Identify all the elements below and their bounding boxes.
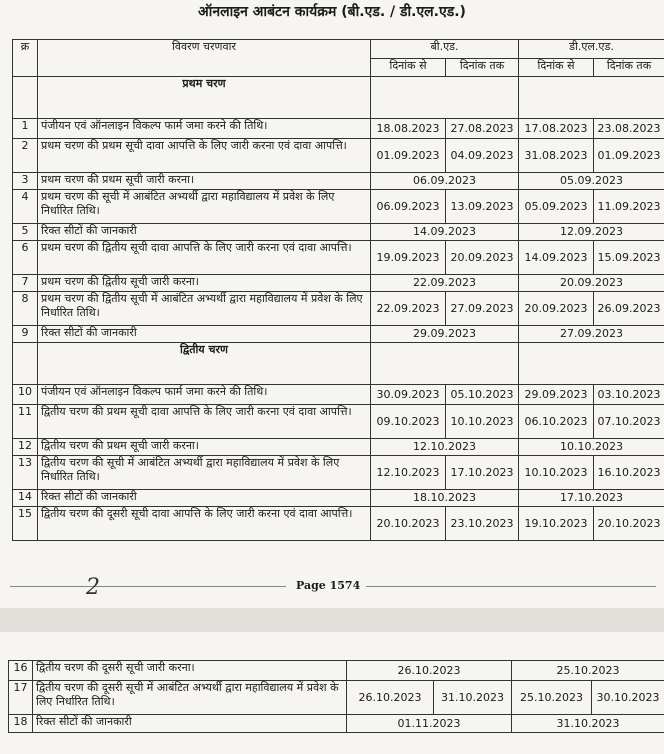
row-description: प्रथम चरण की द्वितीय सूची जारी करना।: [38, 275, 371, 292]
footer-rule-left: [10, 586, 286, 587]
deled-date: 05.09.2023: [519, 173, 664, 190]
row-description: प्रथम चरण की प्रथम सूची जारी करना।: [38, 173, 371, 190]
deled-date: 31.10.2023: [512, 715, 664, 733]
table-row: [13, 405, 664, 439]
col-header-deled-from: दिनांक से: [519, 59, 594, 77]
bed-from-date: 09.10.2023: [371, 405, 446, 439]
table-row: [13, 507, 664, 541]
col-header-bed-to: दिनांक तक: [446, 59, 519, 77]
bed-date: 18.10.2023: [371, 490, 519, 507]
deled-to-date: 15.09.2023: [594, 241, 664, 275]
bed-to-date: 27.09.2023: [446, 292, 519, 326]
phase-bed-cell: [371, 343, 519, 385]
deled-date: 25.10.2023: [512, 661, 664, 681]
deled-to-date: 26.09.2023: [594, 292, 664, 326]
bed-date: 06.09.2023: [371, 173, 519, 190]
row-number: 15: [13, 507, 38, 541]
deled-to-date: 01.09.2023: [594, 139, 664, 173]
phase-heading: द्वितीय चरण: [38, 343, 371, 385]
row-description: पंजीयन एवं ऑनलाइन विकल्प फार्म जमा करने की तिथि।: [38, 385, 371, 405]
phase-bed-cell: [371, 77, 519, 119]
deled-from-date: 05.09.2023: [519, 190, 594, 224]
deled-from-date: 25.10.2023: [512, 681, 592, 715]
deled-from-date: 20.09.2023: [519, 292, 594, 326]
phase-sno-cell: [13, 77, 38, 119]
bed-from-date: 26.10.2023: [347, 681, 434, 715]
bed-date: 12.10.2023: [371, 439, 519, 456]
bed-to-date: 20.09.2023: [446, 241, 519, 275]
deled-date: 12.09.2023: [519, 224, 664, 241]
table-row: [13, 439, 664, 456]
bed-to-date: 04.09.2023: [446, 139, 519, 173]
bed-from-date: 20.10.2023: [371, 507, 446, 541]
row-description: प्रथम चरण की प्रथम सूची दावा आपत्ति के लिए जारी करना एवं दावा आपत्ति।: [38, 139, 371, 173]
row-description: द्वितीय चरण की प्रथम सूची जारी करना।: [38, 439, 371, 456]
row-description: प्रथम चरण की सूची में आबंटित अभ्यर्थी द्वारा महाविद्यालय में प्रवेश के लिए निर्धारित तिथि।: [38, 190, 371, 224]
table-row: [13, 326, 664, 343]
deled-from-date: 14.09.2023: [519, 241, 594, 275]
deled-from-date: 17.08.2023: [519, 119, 594, 139]
deled-from-date: 19.10.2023: [519, 507, 594, 541]
deled-from-date: 10.10.2023: [519, 456, 594, 490]
deled-date: 27.09.2023: [519, 326, 664, 343]
row-description: रिक्त सीटों की जानकारी: [38, 326, 371, 343]
phase-sno-cell: [13, 343, 38, 385]
row-number: 14: [13, 490, 38, 507]
table-row: [13, 275, 664, 292]
row-number: 3: [13, 173, 38, 190]
bed-from-date: 01.09.2023: [371, 139, 446, 173]
deled-to-date: 20.10.2023: [594, 507, 664, 541]
schedule-table: [12, 39, 664, 541]
row-description: द्वितीय चरण की प्रथम सूची दावा आपत्ति के लिए जारी करना एवं दावा आपत्ति।: [38, 405, 371, 439]
row-description: रिक्त सीटों की जानकारी: [38, 224, 371, 241]
row-number: 5: [13, 224, 38, 241]
col-header-deled: डी.एल.एड.: [519, 40, 664, 59]
table-row: [13, 224, 664, 241]
row-description: प्रथम चरण की द्वितीय सूची दावा आपत्ति के लिए जारी करना एवं दावा आपत्ति।: [38, 241, 371, 275]
bed-to-date: 10.10.2023: [446, 405, 519, 439]
bed-from-date: 30.09.2023: [371, 385, 446, 405]
table-row: [13, 190, 664, 224]
row-number: 9: [13, 326, 38, 343]
phase-heading: प्रथम चरण: [38, 77, 371, 119]
bed-to-date: 31.10.2023: [434, 681, 512, 715]
row-description: प्रथम चरण की द्वितीय सूची में आबंटित अभ्यर्थी द्वारा महाविद्यालय में प्रवेश के लिए निर्धारित तिथि।: [38, 292, 371, 326]
col-header-deled-to: दिनांक तक: [594, 59, 664, 77]
deled-date: 20.09.2023: [519, 275, 664, 292]
col-header-bed-from: दिनांक से: [371, 59, 446, 77]
bed-date: 26.10.2023: [347, 661, 512, 681]
row-number: 2: [13, 139, 38, 173]
row-description: द्वितीय चरण की दूसरी सूची में आबंटित अभ्यर्थी द्वारा महाविद्यालय में प्रवेश के लिए निर्धारित तिथि।: [33, 681, 347, 715]
deled-to-date: 16.10.2023: [594, 456, 664, 490]
schedule-table-continued: [8, 660, 664, 733]
bed-date: 14.09.2023: [371, 224, 519, 241]
bed-to-date: 27.08.2023: [446, 119, 519, 139]
row-description: रिक्त सीटों की जानकारी: [33, 715, 347, 733]
bed-date: 01.11.2023: [347, 715, 512, 733]
bed-date: 22.09.2023: [371, 275, 519, 292]
row-description: द्वितीय चरण की दूसरी सूची जारी करना।: [33, 661, 347, 681]
table-row: [9, 715, 664, 733]
row-number: 13: [13, 456, 38, 490]
row-description: पंजीयन एवं ऑनलाइन विकल्प फार्म जमा करने की तिथि।: [38, 119, 371, 139]
row-number: 8: [13, 292, 38, 326]
col-header-desc: विवरण चरणवार: [38, 40, 371, 77]
signature-mark: 2: [86, 575, 100, 600]
page-gap: [0, 608, 664, 632]
row-number: 4: [13, 190, 38, 224]
page-footer: [0, 575, 664, 600]
phase-deled-cell: [519, 343, 664, 385]
bed-date: 29.09.2023: [371, 326, 519, 343]
table-row: [13, 139, 664, 173]
table-row: [13, 490, 664, 507]
table-row: [13, 385, 664, 405]
page-number: Page 1574: [296, 579, 361, 592]
bed-from-date: 22.09.2023: [371, 292, 446, 326]
deled-from-date: 06.10.2023: [519, 405, 594, 439]
table-row: [13, 241, 664, 275]
row-number: 18: [9, 715, 33, 733]
phase-deled-cell: [519, 77, 664, 119]
phase-row: [13, 77, 664, 119]
row-number: 10: [13, 385, 38, 405]
table-row: [9, 661, 664, 681]
deled-to-date: 03.10.2023: [594, 385, 664, 405]
bed-to-date: 17.10.2023: [446, 456, 519, 490]
row-description: रिक्त सीटों की जानकारी: [38, 490, 371, 507]
table-row: [13, 292, 664, 326]
bed-from-date: 19.09.2023: [371, 241, 446, 275]
deled-from-date: 31.08.2023: [519, 139, 594, 173]
phase-row: [13, 343, 664, 385]
footer-rule-right: [366, 586, 656, 587]
bed-from-date: 18.08.2023: [371, 119, 446, 139]
table-row: [13, 173, 664, 190]
bed-to-date: 23.10.2023: [446, 507, 519, 541]
row-number: 7: [13, 275, 38, 292]
deled-to-date: 30.10.2023: [592, 681, 664, 715]
document-title: ऑनलाइन आबंटन कार्यक्रम (बी.एड. / डी.एल.एड.): [198, 4, 466, 20]
deled-to-date: 11.09.2023: [594, 190, 664, 224]
bed-to-date: 05.10.2023: [446, 385, 519, 405]
table-row: [13, 456, 664, 490]
bed-to-date: 13.09.2023: [446, 190, 519, 224]
col-header-sno: क्र: [13, 40, 38, 77]
row-number: 6: [13, 241, 38, 275]
table-row: [9, 681, 664, 715]
row-description: द्वितीय चरण की दूसरी सूची दावा आपत्ति के लिए जारी करना एवं दावा आपत्ति।: [38, 507, 371, 541]
row-number: 1: [13, 119, 38, 139]
col-header-bed: बी.एड.: [371, 40, 519, 59]
deled-to-date: 23.08.2023: [594, 119, 664, 139]
deled-date: 17.10.2023: [519, 490, 664, 507]
row-number: 17: [9, 681, 33, 715]
deled-from-date: 29.09.2023: [519, 385, 594, 405]
bed-from-date: 06.09.2023: [371, 190, 446, 224]
row-number: 16: [9, 661, 33, 681]
row-description: द्वितीय चरण की सूची में आबंटित अभ्यर्थी द्वारा महाविद्यालय में प्रवेश के लिए निर्धारित तिथि।: [38, 456, 371, 490]
row-number: 12: [13, 439, 38, 456]
deled-date: 10.10.2023: [519, 439, 664, 456]
deled-to-date: 07.10.2023: [594, 405, 664, 439]
row-number: 11: [13, 405, 38, 439]
table-row: [13, 119, 664, 139]
bed-from-date: 12.10.2023: [371, 456, 446, 490]
